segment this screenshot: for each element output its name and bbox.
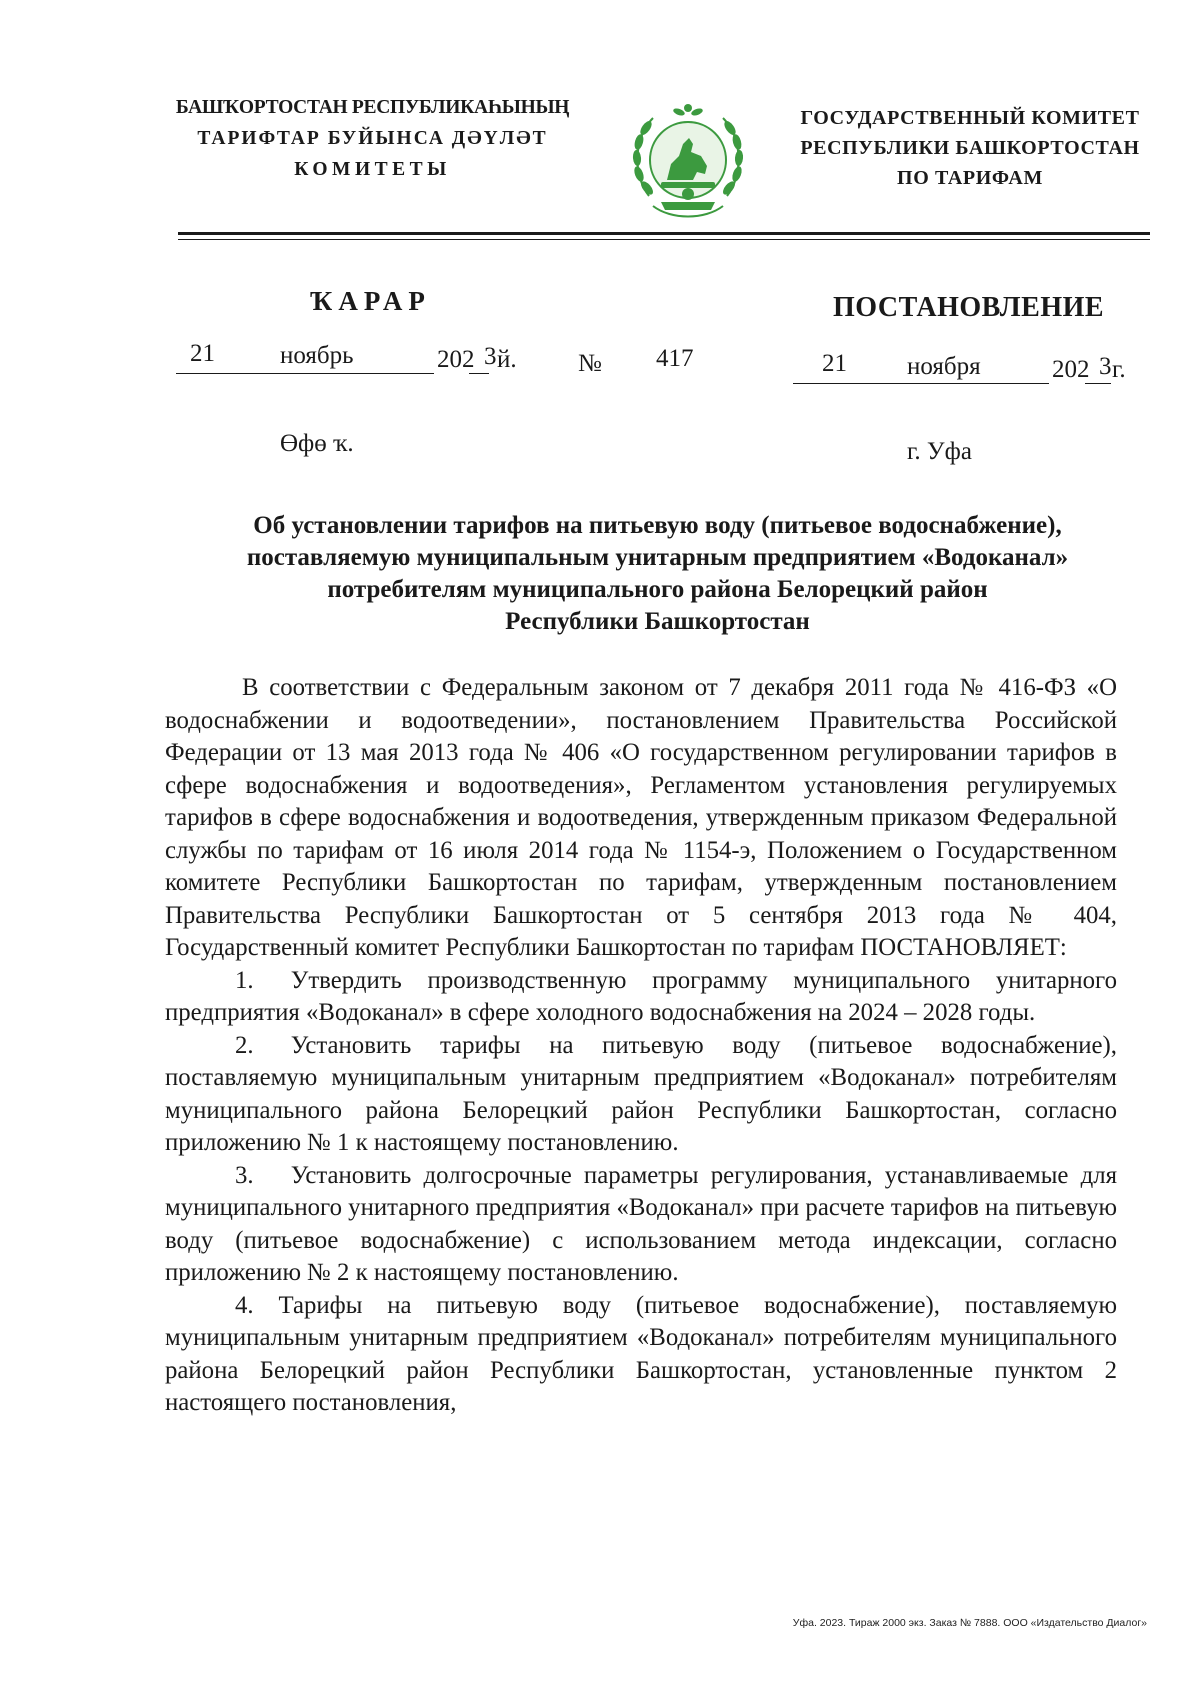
date-right-month: ноября — [907, 353, 981, 380]
header-rule-thick — [178, 232, 1150, 235]
header-left-line-1: БАШҠОРТОСТАН РЕСПУБЛИКАҺЫНЫҢ — [175, 97, 570, 118]
document-title-line-4: Республики Башкортостан — [505, 608, 810, 635]
date-left-year-prefix: 202 — [437, 346, 475, 373]
date-right-year-digit: 3 — [1099, 353, 1112, 380]
header-left-bashkir — [165, 92, 580, 185]
title-karar: ҠАРАР — [310, 286, 431, 316]
date-right-day: 21 — [822, 350, 847, 377]
document-body — [165, 672, 1117, 1420]
header-right-line-2: РЕСПУБЛИКИ БАШКОРТОСТАН — [800, 137, 1140, 159]
document-title-line-2: поставляемую муниципальным унитарным предприятием «Водоканал» — [246, 544, 1069, 571]
date-left-suffix: й. — [497, 346, 517, 373]
date-left-year-digit: 3 — [484, 343, 497, 370]
paragraph-item-4: 4. Тарифы на питьевую воду (питьевое водоснабжение), поставляемую муниципальным унитарным предприятием «Водоканал» потребителям муниципального района Белорецкий район Республики Башкортостан, установленные пунктом 2 настоящего постановления, — [165, 1291, 1117, 1416]
title-postanovlenie: ПОСТАНОВЛЕНИЕ — [833, 292, 1105, 323]
document-title-line-3: потребителям муниципального района Белорецкий район — [327, 576, 988, 603]
print-footer: Уфа. 2023. Тираж 2000 экз. Заказ № 7888. ООО «Издательство Диалог» — [792, 1617, 1147, 1629]
document-title-line-1: Об установлении тарифов на питьевую воду (питьевое водоснабжение), — [253, 512, 1062, 539]
header-rule-thin — [178, 239, 1150, 240]
city-right: г. Уфа — [907, 438, 972, 465]
number-sign: № — [578, 350, 602, 377]
date-left-day: 21 — [190, 340, 215, 367]
paragraph-item-2: 2. Установить тарифы на питьевую воду (питьевое водоснабжение), поставляемую муниципальным унитарным предприятием «Водоканал» потребителям муниципального района Белорецкий район Республики Башкортостан, согласно приложению № 1 к настоящему постановлению. — [165, 1031, 1117, 1156]
paragraph-item-3: 3. Установить долгосрочные параметры регулирования, устанавливаемые для муниципального унитарного предприятия «Водоканал» при расчете тарифов на питьевую воду (питьевое водоснабжение) с использованием метода индексации, согласно приложению № 2 к настоящему постановлению. — [165, 1161, 1117, 1286]
paragraph-item-1: 1. Утвердить производственную программу муниципального унитарного предприятия «Водоканал» в сфере холодного водоснабжения на 2024 – 2028 годы. — [165, 966, 1117, 1026]
date-right-suffix: г. — [1112, 356, 1126, 383]
date-left-month: ноябрь — [280, 342, 354, 369]
date-right-year-underline — [1085, 383, 1111, 384]
date-left-underline — [176, 373, 434, 374]
document-number: 417 — [656, 345, 694, 372]
date-right-underline — [793, 383, 1049, 384]
header-left-line-2: ТАРИФТАР БУЙЫНСА ДӘҮЛӘТ — [197, 128, 548, 149]
header-right-line-1: ГОСУДАРСТВЕННЫЙ КОМИТЕТ — [800, 107, 1140, 129]
city-left: Өфө ҡ. — [280, 430, 354, 457]
document-title — [165, 510, 1150, 638]
header-right-russian — [790, 103, 1150, 193]
paragraph-preamble: В соответствии с Федеральным законом от 7 декабря 2011 года № 416-ФЗ «О водоснабжении и водоотведении», постановлением Правительства Российской Федерации от 13 мая 2013 года № 406 «О государственном регулировании тарифов в сфере водоснабжения и водоотведения», Регламентом установления регулируемых тарифов в сфере водоснабжения и водоотведения, утвержденным приказом Федеральной службы по тарифам от 16 июля 2014 года № 1154-э, Положением о Государственном комитете Республики Башкортостан по тарифам, утвержденным постановлением Правительства Республики Башкортостан от 5 сентября 2013 года № 404, Государственный комитет Республики Башкортостан по тарифам ПОСТАНОВЛЯЕТ: — [165, 674, 1117, 961]
coat-of-arms-icon — [627, 98, 749, 224]
header-right-line-3: ПО ТАРИФАМ — [897, 167, 1043, 189]
date-right-year-prefix: 202 — [1052, 356, 1090, 383]
date-left-year-underline — [469, 373, 489, 374]
header-left-line-3: КОМИТЕТЫ — [294, 159, 451, 180]
